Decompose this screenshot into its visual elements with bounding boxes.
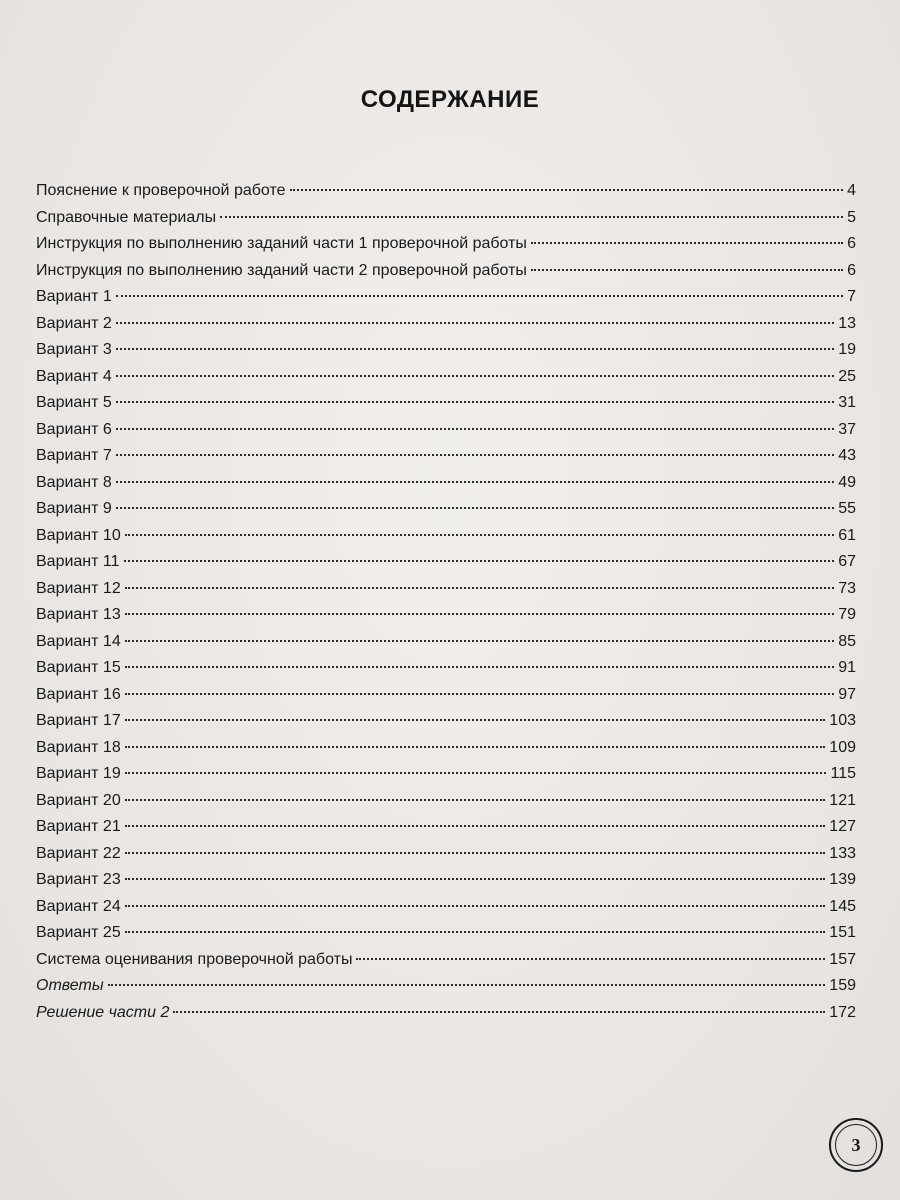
- toc-entry-page: 43: [838, 447, 856, 464]
- toc-entry: [36, 446, 856, 473]
- toc-leader-dots: [290, 189, 844, 191]
- toc-leader-dots: [125, 852, 826, 854]
- toc-entry-label: Вариант 13: [36, 606, 121, 623]
- toc-entry-page: 121: [829, 791, 856, 809]
- toc-leader-dots: [356, 958, 825, 960]
- toc-entry-label: Вариант 9: [36, 500, 112, 517]
- toc-entry-label: Вариант 7: [36, 447, 112, 464]
- toc-entry-label: Вариант 21: [36, 818, 121, 835]
- toc-entry-page: 55: [838, 500, 856, 517]
- toc-entry-page: 79: [838, 606, 856, 623]
- toc-entry-page: 145: [829, 897, 856, 915]
- toc-entry-page: 37: [838, 420, 856, 438]
- toc-entry-page: 25: [838, 367, 856, 385]
- toc-entry: [36, 658, 856, 685]
- toc-entry-page: 61: [838, 526, 856, 544]
- toc-entry: [36, 367, 856, 394]
- toc-entry: [36, 499, 856, 526]
- toc-entry: [36, 261, 856, 288]
- toc-entry-page: 109: [829, 738, 856, 756]
- toc-entry: [36, 685, 856, 712]
- toc-entry-label: Справочные материалы: [36, 208, 217, 226]
- toc-entry-page: 115: [830, 765, 856, 782]
- table-of-contents: [36, 181, 856, 1029]
- page-number: 3: [835, 1124, 877, 1166]
- toc-entry-label: Вариант 3: [36, 341, 112, 358]
- toc-entry-label: Вариант 15: [36, 659, 121, 676]
- toc-leader-dots: [116, 375, 834, 377]
- toc-leader-dots: [125, 772, 827, 774]
- toc-leader-dots: [116, 481, 834, 483]
- toc-entry: [36, 817, 856, 844]
- toc-entry-label: Вариант 1: [36, 288, 112, 305]
- toc-entry: [36, 473, 856, 500]
- toc-leader-dots: [220, 216, 843, 218]
- toc-entry-label: Вариант 2: [36, 314, 112, 332]
- toc-entry-label: Вариант 8: [36, 473, 112, 491]
- toc-leader-dots: [108, 984, 826, 986]
- toc-leader-dots: [116, 428, 834, 430]
- toc-entry: [36, 897, 856, 924]
- toc-entry: [36, 632, 856, 659]
- toc-entry-label: Вариант 22: [36, 844, 121, 862]
- toc-leader-dots: [125, 693, 834, 695]
- toc-leader-dots: [125, 534, 834, 536]
- toc-entry-page: 159: [829, 977, 856, 994]
- toc-entry-label: Вариант 25: [36, 924, 121, 941]
- toc-leader-dots: [116, 348, 834, 350]
- toc-entry-label: Решение части 2: [36, 1003, 170, 1021]
- toc-entry-page: 103: [829, 712, 856, 729]
- toc-entry-label: Вариант 23: [36, 871, 121, 888]
- toc-leader-dots: [116, 295, 843, 297]
- toc-entry: [36, 552, 856, 579]
- toc-entry: [36, 711, 856, 738]
- toc-entry: [36, 764, 856, 791]
- toc-leader-dots: [116, 507, 834, 509]
- toc-entry: [36, 923, 856, 950]
- toc-entry-page: 127: [829, 818, 856, 835]
- toc-entry: [36, 234, 856, 261]
- toc-leader-dots: [125, 905, 826, 907]
- toc-entry-label: Вариант 10: [36, 526, 121, 544]
- toc-entry: [36, 844, 856, 871]
- toc-entry-page: 97: [838, 685, 856, 703]
- page-title: СОДЕРЖАНИЕ: [360, 86, 540, 113]
- toc-entry-page: 151: [829, 924, 856, 941]
- toc-leader-dots: [125, 587, 834, 589]
- toc-entry-page: 6: [847, 235, 856, 252]
- toc-entry: [36, 738, 856, 765]
- toc-entry: [36, 393, 856, 420]
- toc-entry-page: 91: [838, 659, 856, 676]
- toc-entry-label: Вариант 24: [36, 897, 121, 915]
- toc-entry-page: 4: [847, 182, 856, 199]
- toc-entry-page: 5: [847, 208, 856, 226]
- toc-leader-dots: [125, 825, 826, 827]
- toc-leader-dots: [125, 931, 826, 933]
- toc-entry-label: Вариант 14: [36, 632, 121, 650]
- toc-entry-page: 73: [838, 579, 856, 597]
- toc-entry-label: Вариант 11: [36, 553, 120, 570]
- toc-leader-dots: [124, 560, 835, 562]
- toc-entry-label: Вариант 16: [36, 685, 121, 703]
- toc-entry-label: Вариант 17: [36, 712, 121, 729]
- toc-leader-dots: [116, 322, 834, 324]
- toc-entry-page: 31: [838, 394, 856, 411]
- toc-entry-page: 6: [847, 261, 856, 279]
- toc-leader-dots: [116, 401, 834, 403]
- toc-entry: [36, 579, 856, 606]
- toc-leader-dots: [125, 666, 834, 668]
- toc-entry: [36, 526, 856, 553]
- toc-leader-dots: [125, 613, 834, 615]
- toc-entry-page: 139: [829, 871, 856, 888]
- toc-entry-label: Вариант 19: [36, 765, 121, 782]
- toc-entry-page: 7: [847, 288, 856, 305]
- toc-entry: [36, 976, 856, 1003]
- toc-entry-label: Вариант 5: [36, 394, 112, 411]
- toc-entry: [36, 870, 856, 897]
- toc-entry-label: Система оценивания проверочной работы: [36, 950, 353, 968]
- toc-entry-page: 13: [838, 314, 856, 332]
- toc-leader-dots: [125, 640, 834, 642]
- toc-entry-page: 133: [829, 844, 856, 862]
- toc-entry-page: 172: [829, 1003, 856, 1021]
- toc-entry-label: Инструкция по выполнению заданий части 1 проверочной работы: [36, 235, 527, 252]
- page-number-badge: [829, 1118, 883, 1172]
- toc-entry-page: 85: [838, 632, 856, 650]
- toc-entry-label: Вариант 12: [36, 579, 121, 597]
- toc-entry: [36, 1003, 856, 1030]
- toc-entry: [36, 287, 856, 314]
- toc-entry-page: 49: [838, 473, 856, 491]
- toc-entry-label: Пояснение к проверочной работе: [36, 182, 286, 199]
- toc-entry: [36, 340, 856, 367]
- toc-entry: [36, 208, 856, 235]
- toc-entry-label: Вариант 20: [36, 791, 121, 809]
- toc-leader-dots: [125, 799, 826, 801]
- toc-leader-dots: [116, 454, 834, 456]
- toc-entry: [36, 420, 856, 447]
- toc-entry-label: Инструкция по выполнению заданий части 2 проверочной работы: [36, 261, 527, 279]
- toc-leader-dots: [125, 719, 826, 721]
- toc-entry-label: Вариант 6: [36, 420, 112, 438]
- toc-entry: [36, 314, 856, 341]
- toc-entry: [36, 791, 856, 818]
- toc-entry-page: 157: [829, 950, 856, 968]
- toc-entry-page: 19: [838, 341, 856, 358]
- toc-leader-dots: [125, 746, 826, 748]
- toc-entry: [36, 605, 856, 632]
- toc-entry-label: Ответы: [36, 977, 104, 994]
- toc-leader-dots: [531, 242, 843, 244]
- toc-entry-page: 67: [838, 553, 856, 570]
- toc-leader-dots: [531, 269, 843, 271]
- toc-entry: [36, 181, 856, 208]
- toc-leader-dots: [125, 878, 826, 880]
- toc-leader-dots: [173, 1011, 825, 1013]
- toc-entry-label: Вариант 18: [36, 738, 121, 756]
- toc-entry-label: Вариант 4: [36, 367, 112, 385]
- toc-entry: [36, 950, 856, 977]
